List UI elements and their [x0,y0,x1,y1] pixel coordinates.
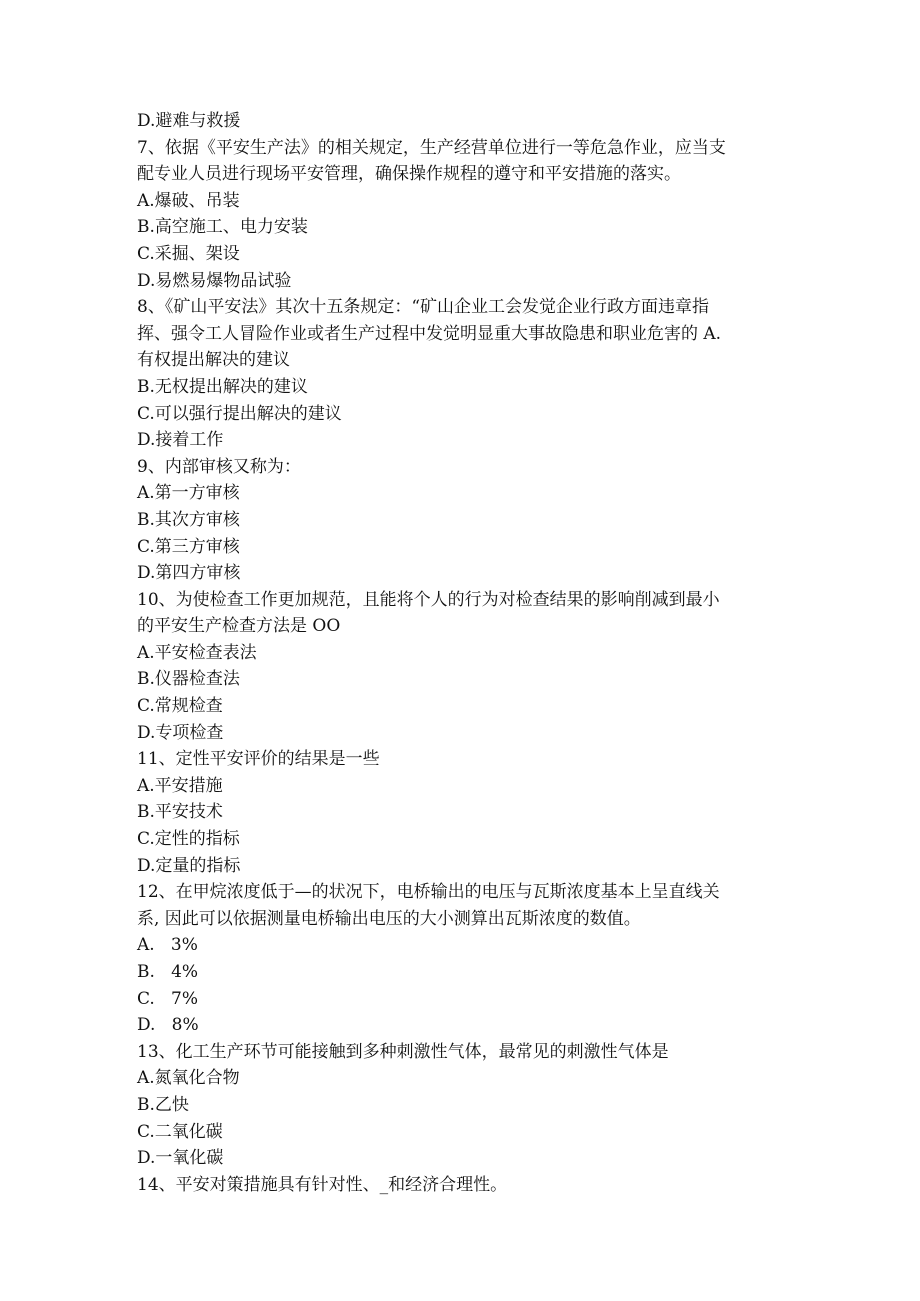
text-line: 14、平安对策措施具有针对性、_和经济合理性。 [137,1174,508,1195]
text-line: 9、内部审核又称为： [137,456,301,477]
text-line: 12、在甲烷浓度低于—的状况下，电桥输出的电压与瓦斯浓度基本上呈直线关 [137,882,720,903]
text-line: 配专业人员进行现场平安管理，确保操作规程的遵守和平安措施的落实。 [137,164,681,185]
text-line: C.常规检查 [137,696,223,717]
text-line: B.仪器检查法 [137,669,240,690]
text-line: 11、定性平安评价的结果是一些 [137,749,380,770]
text-line: D.专项检查 [137,722,224,743]
text-line: 8、《矿山平安法》其次十五条规定：“矿山企业工会发觉企业行政方面违章指 [137,297,710,318]
text-line: C.采掘、架设 [137,243,240,264]
text-line: A.第一方审核 [137,483,240,504]
text-line: B. 4% [137,962,199,982]
text-line: D.第四方审核 [137,563,241,584]
text-line: A. 3% [137,935,198,956]
text-line: C.第三方审核 [137,536,240,557]
text-line: 的平安生产检查方法是 OO [137,616,341,637]
text-line: B.平安技术 [137,802,223,823]
text-line: D. 8% [137,1015,199,1036]
text-line: 挥、强令工人冒险作业或者生产过程中发觉明显重大事故隐患和职业危害的 A. [137,323,722,344]
text-line: B.其次方审核 [137,509,240,530]
question-text-block [137,108,790,1198]
text-line: D.定量的指标 [137,855,241,876]
text-line: D.接着工作 [137,430,224,451]
text-line: C.可以强行提出解决的建议 [137,403,342,424]
text-line: 7、依据《平安生产法》的相关规定，生产经营单位进行一等危急作业，应当支 [137,137,726,158]
text-line: 有权提出解决的建议 [137,350,290,371]
text-line: A.爆破、吊装 [137,190,240,211]
text-line: A.平安措施 [137,775,223,796]
text-line: C. 7% [137,988,198,1009]
text-line: 13、化工生产环节可能接触到多种刺激性气体，最常见的刺激性气体是 [137,1041,669,1062]
text-line: D.易燃易爆物品试验 [137,270,292,291]
text-line: D.一氧化碳 [137,1148,224,1169]
text-line: 系, 因此可以依据测量电桥输出电压的大小测算出瓦斯浓度的数值。 [137,908,641,929]
text-line: C.定性的指标 [137,829,240,850]
text-line: B.高空施工、电力安装 [137,217,308,238]
text-line: 10、为使检查工作更加规范，且能将个人的行为对检查结果的影响削减到最小 [137,589,720,610]
text-line: A.氮氧化合物 [137,1068,240,1089]
text-line: B.无权提出解决的建议 [137,376,308,397]
text-line: D.避难与救援 [137,111,241,131]
text-line: B.乙快 [137,1094,189,1115]
text-line: A.平安检查表法 [137,642,257,663]
text-line: C.二氧化碳 [137,1121,223,1142]
